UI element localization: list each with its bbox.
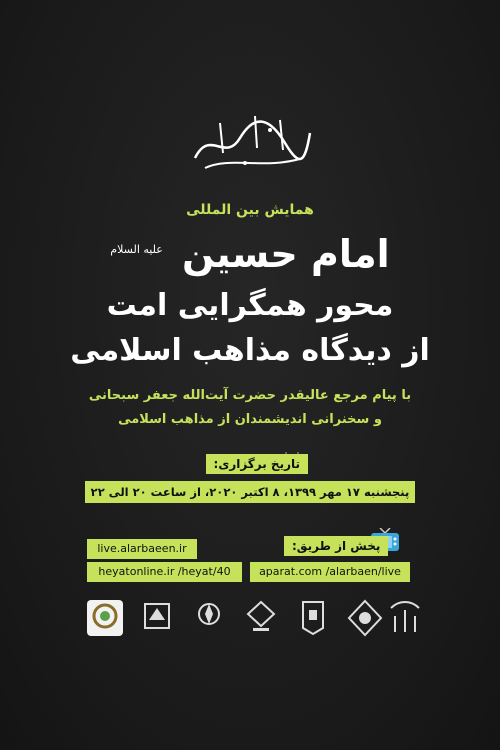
broadcast-url-aparat[interactable]: aparat.com /alarbaen/live: [250, 562, 410, 582]
sponsor-logo-4: [241, 598, 281, 638]
calligraphy-logo: [185, 108, 315, 178]
honorific: علیه السلام: [110, 243, 163, 257]
broadcast-url-heyatonline[interactable]: heyatonline.ir /heyat/40: [87, 562, 242, 582]
sponsor-logo-7: [385, 598, 425, 638]
broadcast-url-alarbaeen[interactable]: live.alarbaeen.ir: [87, 539, 197, 559]
sponsor-logo-6: [345, 598, 385, 638]
sponsor-logo-1: [85, 598, 125, 638]
sponsor-logos: [85, 598, 415, 643]
sponsor-logo-3: [189, 598, 229, 638]
event-type: همایش بین المللی: [186, 202, 314, 218]
headline-line1: [0, 232, 500, 276]
sponsor-logo-5: [293, 598, 333, 638]
headline-line3: از دیدگاه مذاهب اسلامی: [70, 333, 430, 368]
headline-main: امام حسین: [182, 232, 390, 276]
headline-line2: محور همگرایی امت: [106, 288, 394, 323]
message-line1: با پیام مرجع عالیقدر حضرت آیت‌الله جعفر سبحانی: [88, 388, 412, 403]
message-line2: و سخنرانی اندیشمندان از مذاهب اسلامی: [118, 412, 382, 427]
sponsor-logo-2: [137, 598, 177, 638]
broadcast-label: پخش از طریق:: [284, 536, 388, 556]
date-value: پنجشنبه ۱۷ مهر ۱۳۹۹، ۸ اکتبر ۲۰۲۰، از ساعت ۲۰ الی ۲۲: [85, 481, 415, 503]
date-label: تاریخ برگزاری:: [206, 454, 308, 474]
